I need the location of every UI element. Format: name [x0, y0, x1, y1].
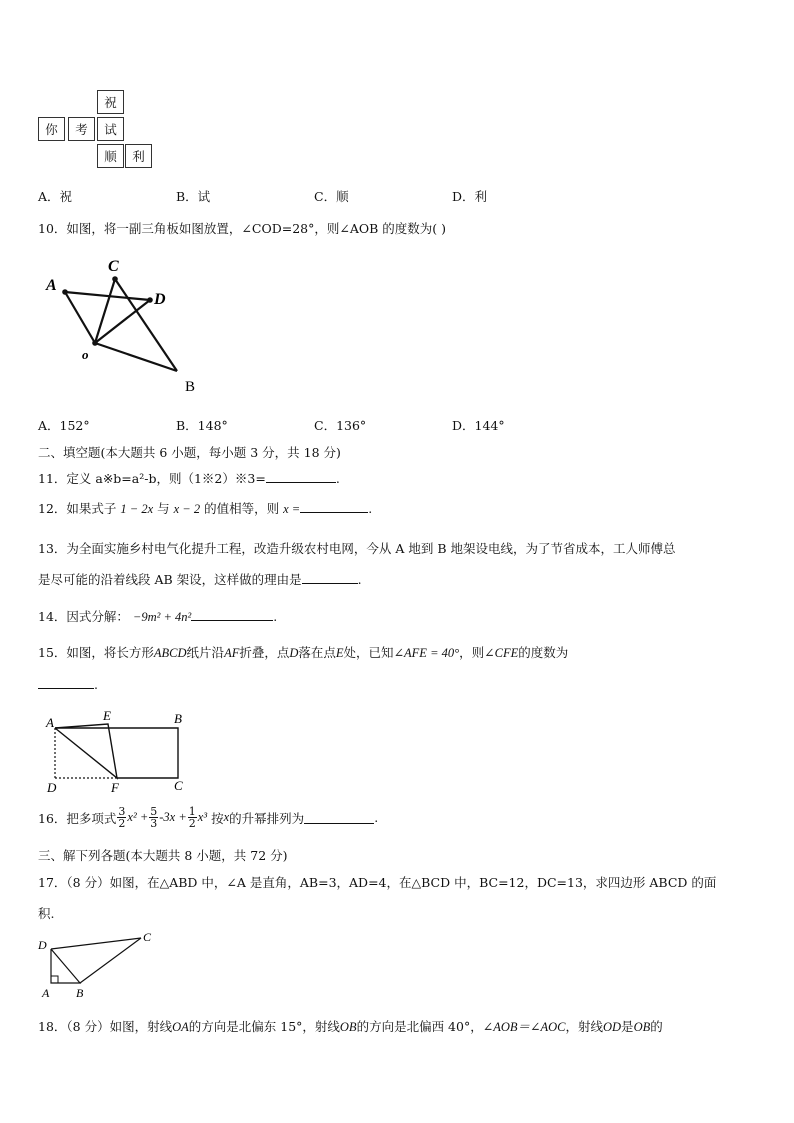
q13-line2-text: 是尽可能的沿着线段 AB 架设，这样做的理由是	[38, 572, 302, 587]
option-b[interactable]: B．试	[176, 189, 211, 204]
q15-text: 15．如图，将长方形	[38, 645, 154, 660]
label-e: E	[103, 708, 111, 723]
label-a: A	[46, 715, 54, 730]
q15-end: .	[94, 677, 98, 692]
q17-figure	[36, 930, 161, 1002]
option-b[interactable]: B．148°	[176, 418, 228, 433]
q18-var: OA	[172, 1020, 189, 1034]
label-b: B	[185, 379, 196, 395]
net-cell: 顺	[97, 144, 124, 168]
q18-var: OB	[339, 1020, 357, 1034]
q15-var: AF	[224, 646, 240, 660]
label-f: F	[111, 780, 119, 795]
q16-term: -3x +	[159, 810, 187, 824]
q12-post: 的值相等，则	[204, 501, 280, 516]
q15-var: D	[289, 646, 299, 660]
label-c: C	[108, 258, 119, 275]
q12-end: .	[368, 501, 373, 516]
q12	[38, 499, 372, 517]
q16-end: .	[374, 810, 379, 825]
q15-text: 纸片沿	[186, 645, 225, 660]
answer-blank[interactable]	[266, 470, 336, 483]
label-b: B	[174, 711, 182, 726]
q14-pre: 14．因式分解：	[38, 609, 129, 624]
q12-pre: 12．如果式子	[38, 501, 117, 516]
q15-text: ，则	[459, 645, 485, 660]
label-o: o	[82, 347, 89, 362]
q13-line2	[38, 570, 362, 588]
q15-text: 的度数为	[518, 645, 569, 660]
q16	[38, 806, 378, 829]
q12-mid: 与	[157, 501, 170, 516]
q12-expr2: x − 2	[173, 502, 201, 516]
q16-text: 16．把多项式	[38, 810, 117, 826]
q10-text: 10．如图，将一副三角板如图放置，∠COD=28°，则∠AOB 的度数为( )	[38, 221, 446, 236]
net-cell: 利	[125, 144, 152, 168]
q12-var: x =	[283, 502, 301, 516]
q15-text: 折叠，点	[239, 645, 290, 660]
q11-end: .	[335, 471, 340, 486]
answer-blank[interactable]	[191, 608, 273, 621]
label-c: C	[174, 778, 183, 793]
q15-text: 处，已知	[343, 645, 394, 660]
q18-text: 的	[650, 1019, 663, 1034]
q16-term: x³	[197, 810, 208, 824]
section-heading-fill-blank: 二、填空题(本大题共 6 小题，每小题 3 分，共 18 分)	[38, 445, 341, 460]
q14	[38, 607, 277, 625]
fraction: $\frac{3}{2}$	[118, 805, 126, 830]
q15-var: E	[335, 646, 344, 660]
label-d: D	[47, 780, 57, 795]
option-a[interactable]: A．152°	[38, 418, 90, 433]
net-cell: 你	[38, 117, 65, 141]
q13-end: .	[357, 572, 362, 587]
label-b: B	[76, 986, 84, 1000]
q18-text: 是	[621, 1019, 634, 1034]
q15-text: 落在点	[298, 645, 336, 660]
q14-expr: −9m² + 4n²	[132, 610, 192, 624]
option-d[interactable]: D．利	[452, 189, 488, 204]
net-cell: 祝	[97, 90, 124, 114]
label-a: A	[42, 986, 50, 1000]
fraction: $\frac{1}{2}$	[188, 805, 196, 830]
q15-answer-line	[38, 676, 98, 692]
q18-var: OD	[602, 1020, 622, 1034]
label-d: D	[154, 291, 166, 308]
q18-text: 的方向是北偏西 40°，	[356, 1019, 483, 1034]
net-cell: 试	[97, 117, 124, 141]
option-d[interactable]: D．144°	[452, 418, 505, 433]
answer-blank[interactable]	[302, 571, 358, 584]
section-heading-solve: 三、解下列各题(本大题共 8 小题，共 72 分)	[38, 848, 288, 863]
q11-text: 11．定义 a※b=a²-b，则（1※2）※3=	[38, 471, 266, 486]
q16-var: x	[223, 810, 230, 824]
label-d: D	[38, 938, 47, 952]
answer-blank[interactable]	[300, 500, 368, 513]
q18-text: ，射线	[565, 1019, 603, 1034]
q17-line2: 积.	[38, 906, 55, 921]
q18-angle: ∠AOB＝∠AOC	[482, 1020, 566, 1034]
q16-text: 的升幂排列为	[229, 810, 305, 826]
q15	[38, 643, 568, 661]
q15-angle: ∠CFE	[484, 646, 519, 660]
q10-figure	[38, 252, 208, 397]
q16-text: 按	[211, 810, 224, 826]
answer-blank[interactable]	[38, 676, 94, 689]
q15-var: ABCD	[153, 646, 187, 660]
q14-end: .	[273, 609, 278, 624]
q15-figure	[38, 708, 198, 796]
q11	[38, 469, 340, 487]
q18-text: 的方向是北偏东 15°，射线	[188, 1019, 340, 1034]
q18-text: 18．（8 分）如图，射线	[38, 1019, 173, 1034]
option-c[interactable]: C．136°	[314, 418, 367, 433]
net-cell: 考	[68, 117, 95, 141]
option-a[interactable]: A．祝	[38, 189, 73, 204]
q13-line1: 13．为全面实施乡村电气化提升工程，改造升级农村电网，今从 A 地到 B 地架设电线，为了节省成本，工人师傅总	[38, 541, 676, 556]
label-a: A	[46, 277, 57, 294]
q15-angle: ∠AFE = 40°	[393, 646, 460, 660]
q18	[38, 1017, 663, 1035]
q16-term: x² +	[127, 810, 149, 824]
label-c: C	[143, 930, 152, 944]
q12-expr1: 1 − 2x	[120, 502, 154, 516]
option-c[interactable]: C．顺	[314, 189, 349, 204]
answer-blank[interactable]	[304, 811, 374, 824]
fraction: $\frac{5}{3}$	[150, 805, 158, 830]
q18-var: OB	[633, 1020, 651, 1034]
q17-line1: 17．（8 分）如图，在△ABD 中，∠A 是直角，AB=3，AD=4，在△BCD 中，BC=12，DC=13，求四边形 ABCD 的面	[38, 875, 717, 890]
